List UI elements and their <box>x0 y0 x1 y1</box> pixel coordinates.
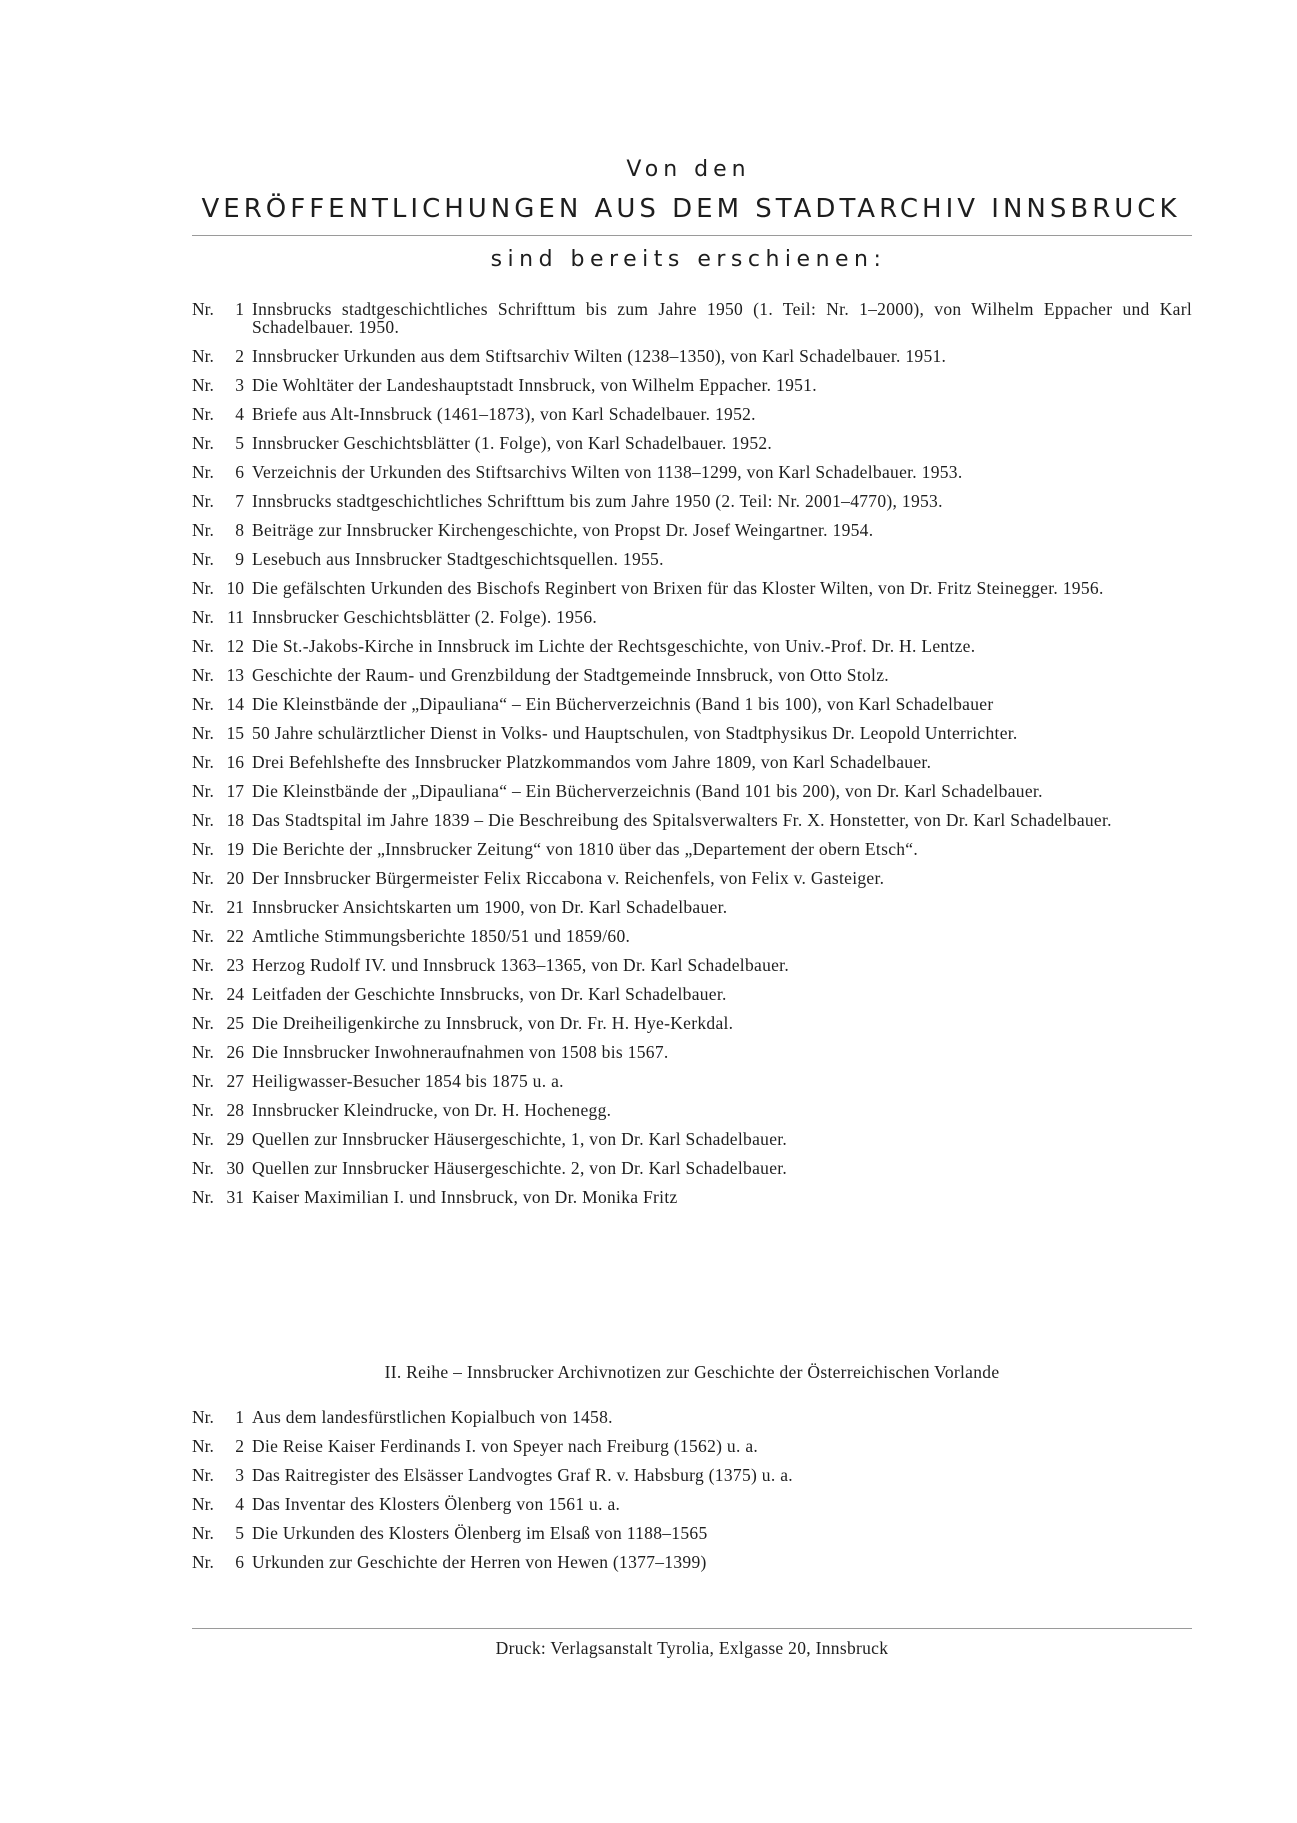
item-number-prefix: Nr. <box>192 1436 214 1456</box>
item-number-prefix: Nr. <box>192 1013 214 1033</box>
item-number-value: 5 <box>235 1523 244 1543</box>
item-number <box>192 927 252 945</box>
item-title: Die Dreiheiligenkirche zu Innsbruck, von Dr. Fr. H. Hye-Kerkdal. <box>252 1013 734 1033</box>
item-number-prefix: Nr. <box>192 1042 214 1062</box>
item-title: Die Innsbrucker Inwohneraufnahmen von 1508 bis 1567. <box>252 1042 669 1062</box>
item-number <box>192 956 252 974</box>
list-item <box>192 300 1192 336</box>
item-number-prefix: Nr. <box>192 462 214 482</box>
item-number <box>192 608 252 626</box>
item-title: Verzeichnis der Urkunden des Stiftsarchivs Wilten von 1138–1299, von Karl Schadelbauer. 1953. <box>252 462 963 482</box>
list-item <box>192 927 1192 945</box>
item-number-prefix: Nr. <box>192 404 214 424</box>
heading-line-1: Von den <box>626 157 751 182</box>
item-number <box>192 550 252 568</box>
list-item <box>192 724 1192 742</box>
list-item <box>192 985 1192 1003</box>
item-title: 50 Jahre schulärztlicher Dienst in Volks- und Hauptschulen, von Stadtphysikus Dr. Leopold Unterrichter. <box>252 723 1018 743</box>
item-number-prefix: Nr. <box>192 1552 214 1572</box>
series-title: II. Reihe – Innsbrucker Archivnotizen zur Geschichte der Österreichischen Vorlande <box>384 1362 1000 1382</box>
item-number <box>192 1553 252 1571</box>
item-title: Innsbrucker Geschichtsblätter (2. Folge). 1956. <box>252 607 598 627</box>
list-item <box>192 1408 1192 1426</box>
list-item <box>192 1495 1192 1513</box>
list-item <box>192 840 1192 858</box>
item-number-value: 5 <box>235 433 244 453</box>
item-number <box>192 1159 252 1177</box>
list-item <box>192 1524 1192 1542</box>
item-number-prefix: Nr. <box>192 578 214 598</box>
item-number-prefix: Nr. <box>192 955 214 975</box>
item-number-value: 6 <box>235 1552 244 1572</box>
item-number <box>192 869 252 887</box>
item-number <box>192 1014 252 1032</box>
item-title: Briefe aus Alt-Innsbruck (1461–1873), von Karl Schadelbauer. 1952. <box>252 404 756 424</box>
item-number <box>192 405 252 423</box>
item-number-prefix: Nr. <box>192 752 214 772</box>
list-item <box>192 521 1192 539</box>
item-number <box>192 1072 252 1090</box>
item-number-prefix: Nr. <box>192 1100 214 1120</box>
list-item <box>192 1188 1192 1206</box>
printer-imprint: Druck: Verlagsanstalt Tyrolia, Exlgasse 20, Innsbruck <box>495 1638 889 1658</box>
item-number <box>192 695 252 713</box>
item-number-value: 16 <box>226 752 244 772</box>
item-number-value: 23 <box>226 955 244 975</box>
item-number <box>192 811 252 829</box>
item-title: Leitfaden der Geschichte Innsbrucks, von Dr. Karl Schadelbauer. <box>252 984 727 1004</box>
item-title: Herzog Rudolf IV. und Innsbruck 1363–1365, von Dr. Karl Schadelbauer. <box>252 955 790 975</box>
item-number <box>192 300 252 336</box>
item-number-prefix: Nr. <box>192 1494 214 1514</box>
publication-list <box>192 300 1192 1217</box>
item-number-prefix: Nr. <box>192 868 214 888</box>
item-number <box>192 347 252 365</box>
list-item <box>192 1014 1192 1032</box>
item-number-value: 4 <box>235 404 244 424</box>
list-item <box>192 579 1192 597</box>
list-item <box>192 1101 1192 1119</box>
item-title: Lesebuch aus Innsbrucker Stadtgeschichtsquellen. 1955. <box>252 549 664 569</box>
item-number-prefix: Nr. <box>192 1158 214 1178</box>
item-number <box>192 898 252 916</box>
list-item <box>192 869 1192 887</box>
item-title: Aus dem landesfürstlichen Kopialbuch von 1458. <box>252 1407 613 1427</box>
item-title: Die Kleinstbände der „Dipauliana“ – Ein Bücherverzeichnis (Band 1 bis 100), von Karl Schadelbauer <box>252 694 994 714</box>
list-item <box>192 811 1192 829</box>
item-number <box>192 492 252 510</box>
item-title: Das Inventar des Klosters Ölenberg von 1561 u. a. <box>252 1494 621 1514</box>
item-number-value: 8 <box>235 520 244 540</box>
item-number-value: 26 <box>226 1042 244 1062</box>
item-number-prefix: Nr. <box>192 520 214 540</box>
list-item <box>192 782 1192 800</box>
item-number <box>192 1466 252 1484</box>
item-number-prefix: Nr. <box>192 665 214 685</box>
item-number-prefix: Nr. <box>192 636 214 656</box>
item-title: Die Kleinstbände der „Dipauliana“ – Ein Bücherverzeichnis (Band 101 bis 200), von Dr. Karl Schadelbauer. <box>252 781 1043 801</box>
item-title: Urkunden zur Geschichte der Herren von Hewen (1377–1399) <box>252 1552 707 1572</box>
item-number-value: 17 <box>226 781 244 801</box>
item-number <box>192 840 252 858</box>
item-number-value: 2 <box>235 1436 244 1456</box>
item-number-prefix: Nr. <box>192 897 214 917</box>
item-number <box>192 1101 252 1119</box>
item-number-value: 14 <box>226 694 244 714</box>
item-number-value: 15 <box>226 723 244 743</box>
item-number <box>192 579 252 597</box>
list-item <box>192 1437 1192 1455</box>
list-item <box>192 376 1192 394</box>
item-title: Geschichte der Raum- und Grenzbildung der Stadtgemeinde Innsbruck, von Otto Stolz. <box>252 665 889 685</box>
list-item <box>192 1553 1192 1571</box>
item-number-value: 18 <box>226 810 244 830</box>
list-item <box>192 898 1192 916</box>
item-number-prefix: Nr. <box>192 1129 214 1149</box>
item-number-prefix: Nr. <box>192 491 214 511</box>
item-number-prefix: Nr. <box>192 984 214 1004</box>
list-item <box>192 1072 1192 1090</box>
item-number <box>192 753 252 771</box>
heading-title: VERÖFFENTLICHUNGEN AUS DEM STADTARCHIV INNSBRUCK <box>201 194 1181 224</box>
item-number <box>192 666 252 684</box>
item-number-prefix: Nr. <box>192 375 214 395</box>
list-item <box>192 347 1192 365</box>
item-title: Amtliche Stimmungsberichte 1850/51 und 1859/60. <box>252 926 631 946</box>
item-number-value: 1 <box>235 299 244 319</box>
item-number-value: 1 <box>235 1407 244 1427</box>
item-title: Der Innsbrucker Bürgermeister Felix Riccabona v. Reichenfels, von Felix v. Gasteiger. <box>252 868 885 888</box>
item-number <box>192 724 252 742</box>
item-number-prefix: Nr. <box>192 1071 214 1091</box>
item-number-prefix: Nr. <box>192 926 214 946</box>
item-number-value: 3 <box>235 375 244 395</box>
heading-divider <box>192 235 1192 236</box>
item-number-prefix: Nr. <box>192 433 214 453</box>
item-number <box>192 985 252 1003</box>
item-number <box>192 434 252 452</box>
item-title: Quellen zur Innsbrucker Häusergeschichte. 2, von Dr. Karl Schadelbauer. <box>252 1158 788 1178</box>
item-title: Drei Befehlshefte des Innsbrucker Platzkommandos vom Jahre 1809, von Karl Schadelbauer. <box>252 752 932 772</box>
item-number-prefix: Nr. <box>192 1465 214 1485</box>
item-number <box>192 376 252 394</box>
item-title: Innsbrucker Kleindrucke, von Dr. H. Hochenegg. <box>252 1100 612 1120</box>
item-number-value: 28 <box>226 1100 244 1120</box>
item-number <box>192 1495 252 1513</box>
item-number-prefix: Nr. <box>192 299 214 319</box>
item-title: Innsbrucks stadtgeschichtliches Schrifttum bis zum Jahre 1950 (1. Teil: Nr. 1–2000), von Wilhelm Eppacher und Karl Schadelbauer. 1950. <box>252 299 1192 337</box>
item-number-value: 20 <box>226 868 244 888</box>
item-number <box>192 637 252 655</box>
list-item <box>192 695 1192 713</box>
item-number-prefix: Nr. <box>192 839 214 859</box>
item-title: Innsbrucker Ansichtskarten um 1900, von Dr. Karl Schadelbauer. <box>252 897 728 917</box>
item-number-prefix: Nr. <box>192 694 214 714</box>
item-title: Beiträge zur Innsbrucker Kirchengeschichte, von Propst Dr. Josef Weingartner. 1954. <box>252 520 874 540</box>
list-item <box>192 956 1192 974</box>
item-number-value: 25 <box>226 1013 244 1033</box>
item-number-prefix: Nr. <box>192 781 214 801</box>
item-title: Quellen zur Innsbrucker Häusergeschichte, 1, von Dr. Karl Schadelbauer. <box>252 1129 788 1149</box>
item-number-value: 7 <box>235 491 244 511</box>
item-number-prefix: Nr. <box>192 723 214 743</box>
item-title: Innsbrucker Geschichtsblätter (1. Folge), von Karl Schadelbauer. 1952. <box>252 433 773 453</box>
item-number <box>192 1437 252 1455</box>
item-title: Heiligwasser-Besucher 1854 bis 1875 u. a. <box>252 1071 564 1091</box>
series-publication-list <box>192 1408 1192 1582</box>
item-number <box>192 782 252 800</box>
item-title: Die gefälschten Urkunden des Bischofs Reginbert von Brixen für das Kloster Wilten, von Dr. Fritz Steinegger. 1956. <box>252 578 1104 598</box>
item-number <box>192 463 252 481</box>
item-number-value: 3 <box>235 1465 244 1485</box>
item-number-value: 29 <box>226 1129 244 1149</box>
item-number-value: 31 <box>226 1187 244 1207</box>
list-item <box>192 550 1192 568</box>
item-title: Die Berichte der „Innsbrucker Zeitung“ von 1810 über das „Departement der obern Etsch“. <box>252 839 919 859</box>
item-number-prefix: Nr. <box>192 549 214 569</box>
item-title: Kaiser Maximilian I. und Innsbruck, von Dr. Monika Fritz <box>252 1187 678 1207</box>
item-number <box>192 521 252 539</box>
item-number-value: 12 <box>226 636 244 656</box>
item-number-value: 30 <box>226 1158 244 1178</box>
list-item <box>192 608 1192 626</box>
list-item <box>192 637 1192 655</box>
item-number-prefix: Nr. <box>192 607 214 627</box>
item-title: Die Wohltäter der Landeshauptstadt Innsbruck, von Wilhelm Eppacher. 1951. <box>252 375 817 395</box>
list-item <box>192 1130 1192 1148</box>
list-item <box>192 492 1192 510</box>
item-number-value: 9 <box>235 549 244 569</box>
item-number-value: 2 <box>235 346 244 366</box>
item-title: Innsbrucks stadtgeschichtliches Schrifttum bis zum Jahre 1950 (2. Teil: Nr. 2001–4770), 1953. <box>252 491 943 511</box>
item-number-value: 22 <box>226 926 244 946</box>
item-number-prefix: Nr. <box>192 346 214 366</box>
item-number-value: 24 <box>226 984 244 1004</box>
item-title: Die St.-Jakobs-Kirche in Innsbruck im Lichte der Rechtsgeschichte, von Univ.-Prof. Dr. H. Lentze. <box>252 636 976 656</box>
list-item <box>192 753 1192 771</box>
list-item <box>192 405 1192 423</box>
list-item <box>192 1043 1192 1061</box>
item-number-prefix: Nr. <box>192 1523 214 1543</box>
item-number-value: 6 <box>235 462 244 482</box>
list-item <box>192 434 1192 452</box>
item-number <box>192 1524 252 1542</box>
item-number-prefix: Nr. <box>192 810 214 830</box>
item-number-value: 21 <box>226 897 244 917</box>
item-title: Das Stadtspital im Jahre 1839 – Die Beschreibung des Spitalsverwalters Fr. X. Honstetter, von Dr. Karl Schadelbauer. <box>252 810 1112 830</box>
item-number-value: 10 <box>226 578 244 598</box>
item-number-value: 27 <box>226 1071 244 1091</box>
list-item <box>192 1159 1192 1177</box>
item-title: Die Urkunden des Klosters Ölenberg im Elsaß von 1188–1565 <box>252 1523 708 1543</box>
item-number-value: 19 <box>226 839 244 859</box>
heading-line-3: sind bereits erschienen: <box>490 247 887 272</box>
item-number <box>192 1130 252 1148</box>
item-number-value: 4 <box>235 1494 244 1514</box>
item-number-prefix: Nr. <box>192 1407 214 1427</box>
item-title: Innsbrucker Urkunden aus dem Stiftsarchiv Wilten (1238–1350), von Karl Schadelbauer. 1951. <box>252 346 947 366</box>
footer-divider <box>192 1628 1192 1629</box>
item-number <box>192 1408 252 1426</box>
list-item <box>192 463 1192 481</box>
item-number-prefix: Nr. <box>192 1187 214 1207</box>
item-number <box>192 1043 252 1061</box>
item-number-value: 13 <box>226 665 244 685</box>
list-item <box>192 666 1192 684</box>
item-title: Das Raitregister des Elsässer Landvogtes Graf R. v. Habsburg (1375) u. a. <box>252 1465 793 1485</box>
item-number <box>192 1188 252 1206</box>
list-item <box>192 1466 1192 1484</box>
item-number-value: 11 <box>227 607 244 627</box>
item-title: Die Reise Kaiser Ferdinands I. von Speyer nach Freiburg (1562) u. a. <box>252 1436 759 1456</box>
